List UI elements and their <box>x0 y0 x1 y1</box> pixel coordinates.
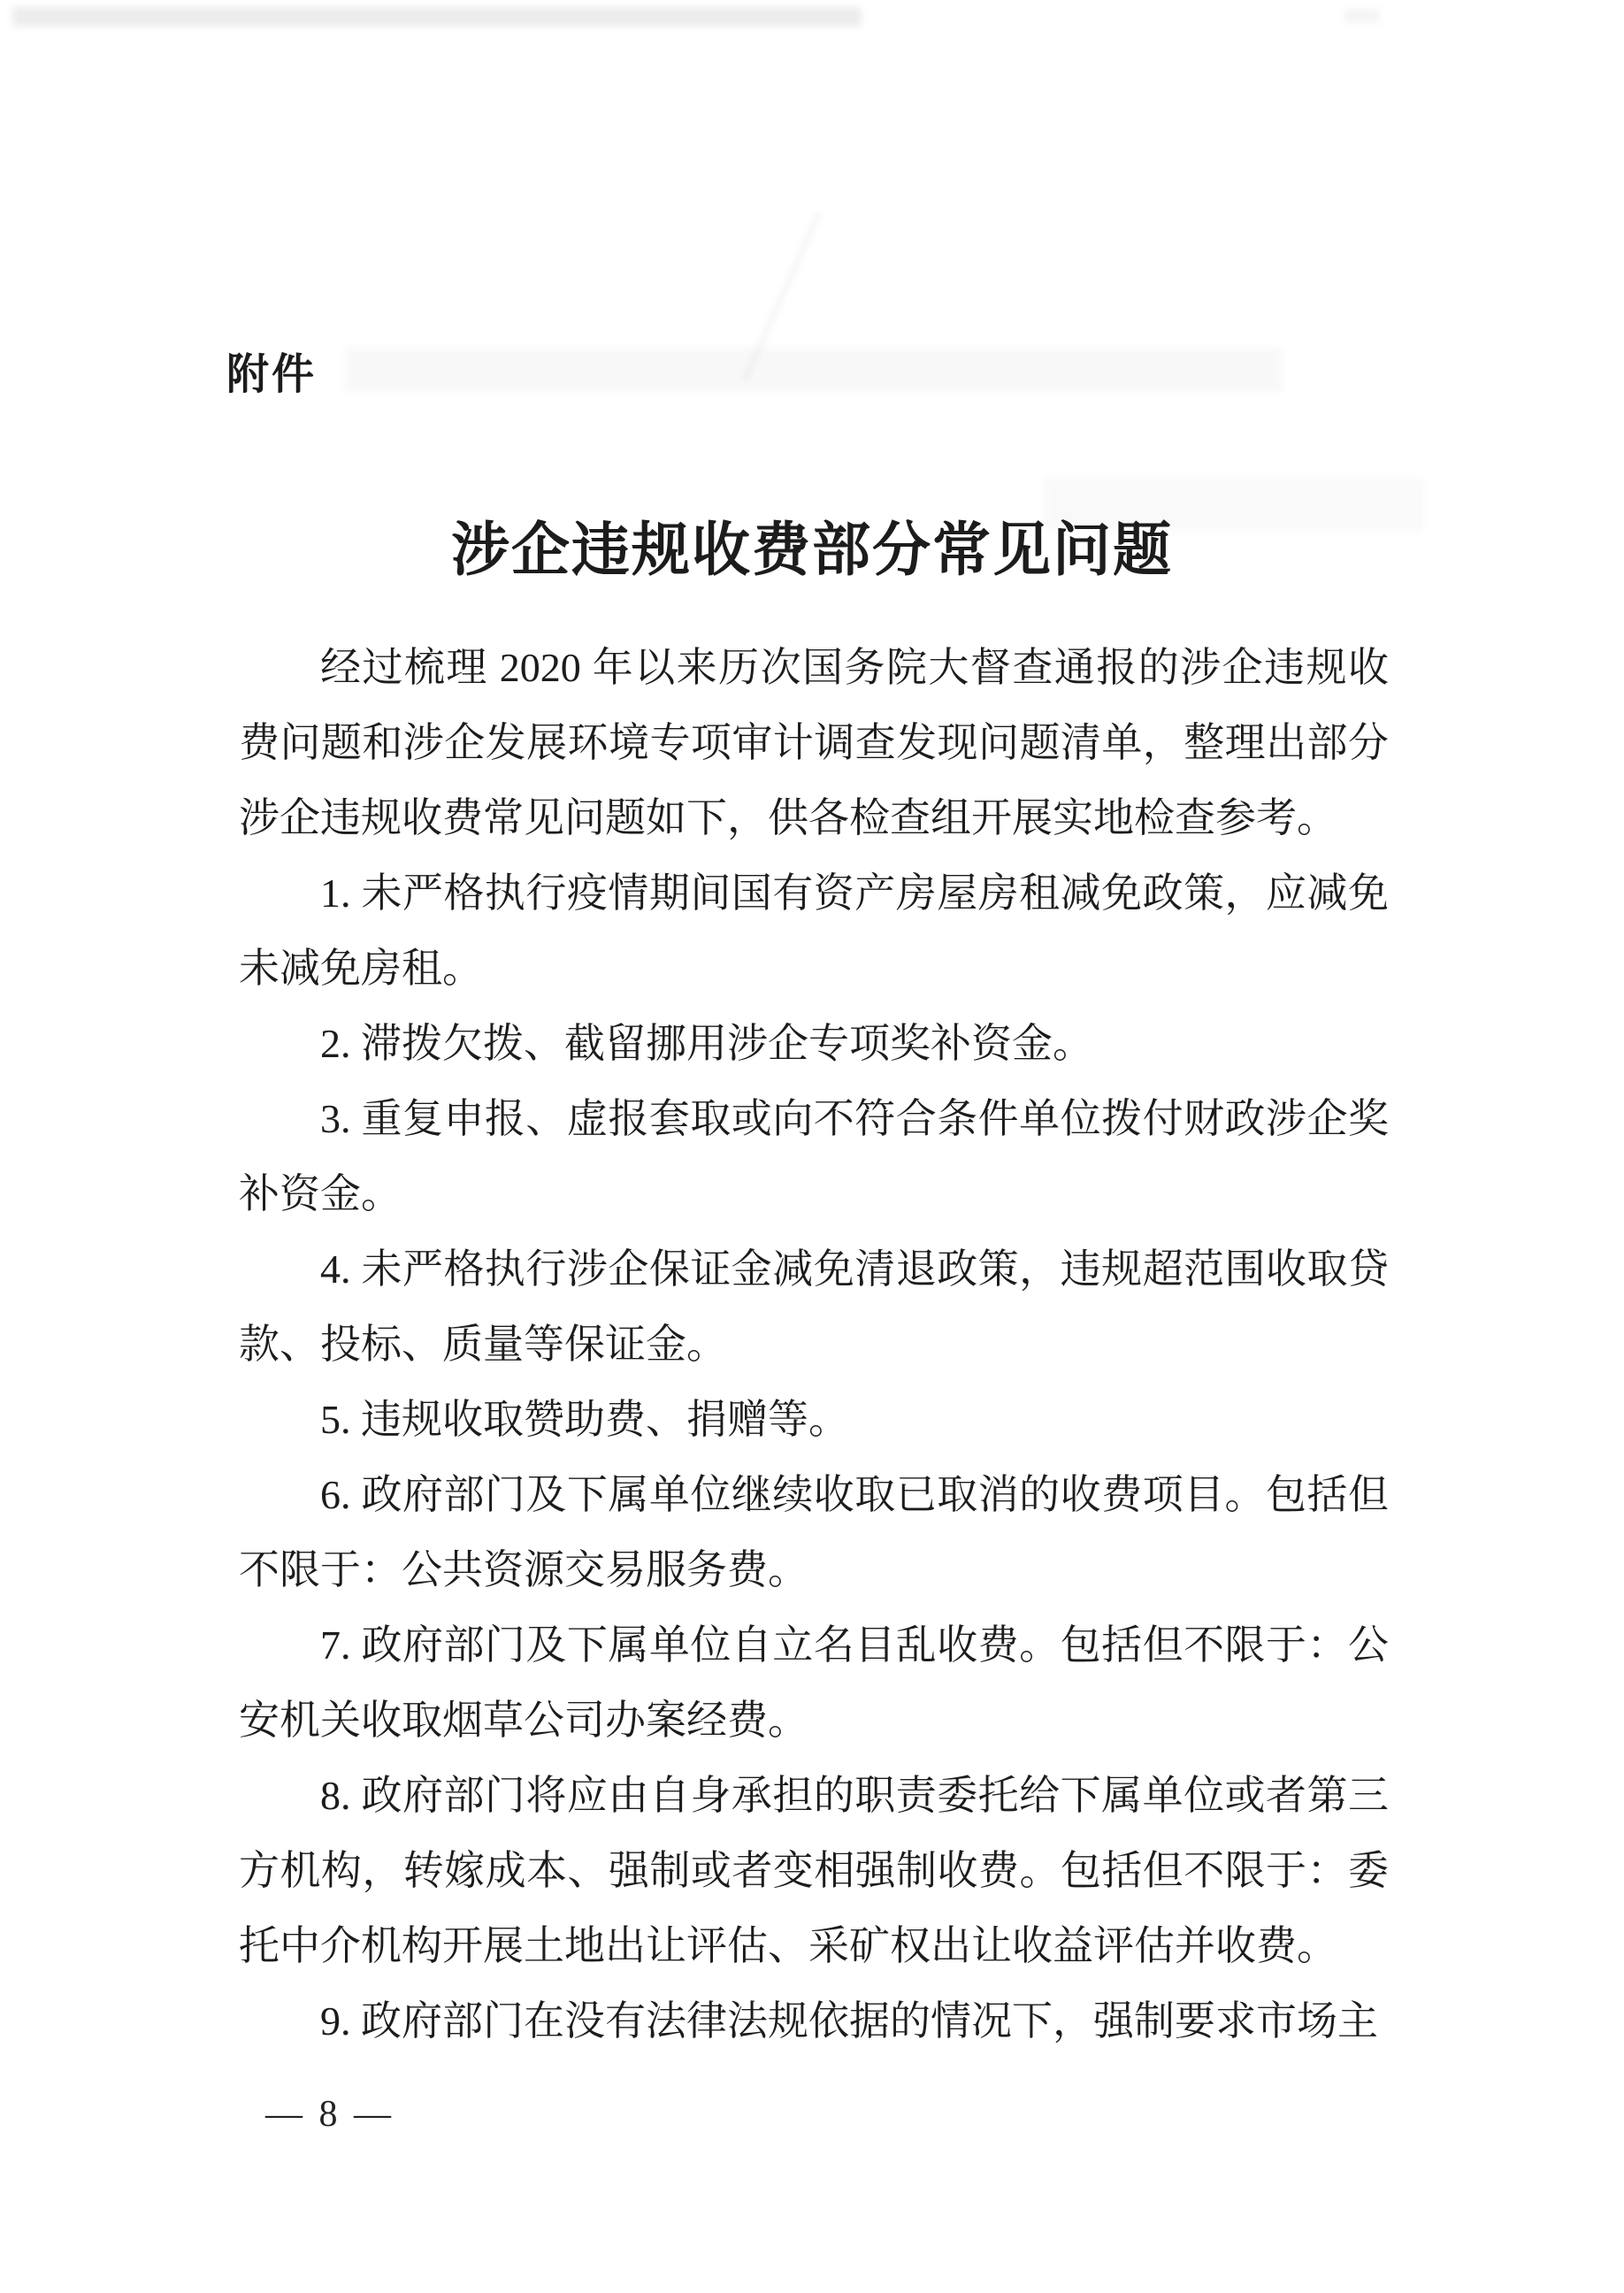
body-paragraph: 4. 未严格执行涉企保证金减免清退政策，违规超范围收取贷款、投标、质量等保证金。 <box>239 1246 1389 1367</box>
scan-artifact <box>345 347 1283 393</box>
body-paragraph: 9. 政府部门在没有法律法规依据的情况下，强制要求市场主 <box>320 1998 1378 2044</box>
body-paragraph: 7. 政府部门及下属单位自立名目乱收费。包括但不限于：公安机关收取烟草公司办案经费。 <box>239 1622 1389 1743</box>
document-title: 涉企违规收费部分常见问题 <box>451 518 1173 584</box>
body-paragraph: 1. 未严格执行疫情期间国有资产房屋房租减免政策，应减免未减免房租。 <box>239 870 1389 991</box>
scan-artifact <box>1344 9 1380 23</box>
attachment-label: 附件 <box>226 351 318 398</box>
document-body <box>239 630 1389 2059</box>
scan-artifact <box>741 210 823 382</box>
body-paragraph: 经过梳理 2020 年以来历次国务院大督查通报的涉企违规收费问题和涉企发展环境专项审计调查发现问题清单，整理出部分涉企违规收费常见问题如下，供各检查组开展实地检查参考。 <box>239 645 1389 840</box>
body-paragraph: 6. 政府部门及下属单位继续收取已取消的收费项目。包括但不限于：公共资源交易服务费。 <box>239 1472 1389 1592</box>
body-paragraph: 8. 政府部门将应由自身承担的职责委托给下属单位或者第三方机构，转嫁成本、强制或者变相强制收费。包括但不限于：委托中介机构开展土地出让评估、采矿权出让收益评估并收费。 <box>239 1773 1389 1968</box>
body-paragraph: 3. 重复申报、虚报套取或向不符合条件单位拨付财政涉企奖补资金。 <box>239 1096 1389 1216</box>
body-paragraph: 2. 滞拨欠拨、截留挪用涉企专项奖补资金。 <box>320 1021 1093 1066</box>
body-paragraph: 5. 违规收取赞助费、捐赠等。 <box>320 1397 849 1442</box>
scan-artifact <box>12 7 862 27</box>
page-number: — 8 — <box>265 2094 395 2135</box>
